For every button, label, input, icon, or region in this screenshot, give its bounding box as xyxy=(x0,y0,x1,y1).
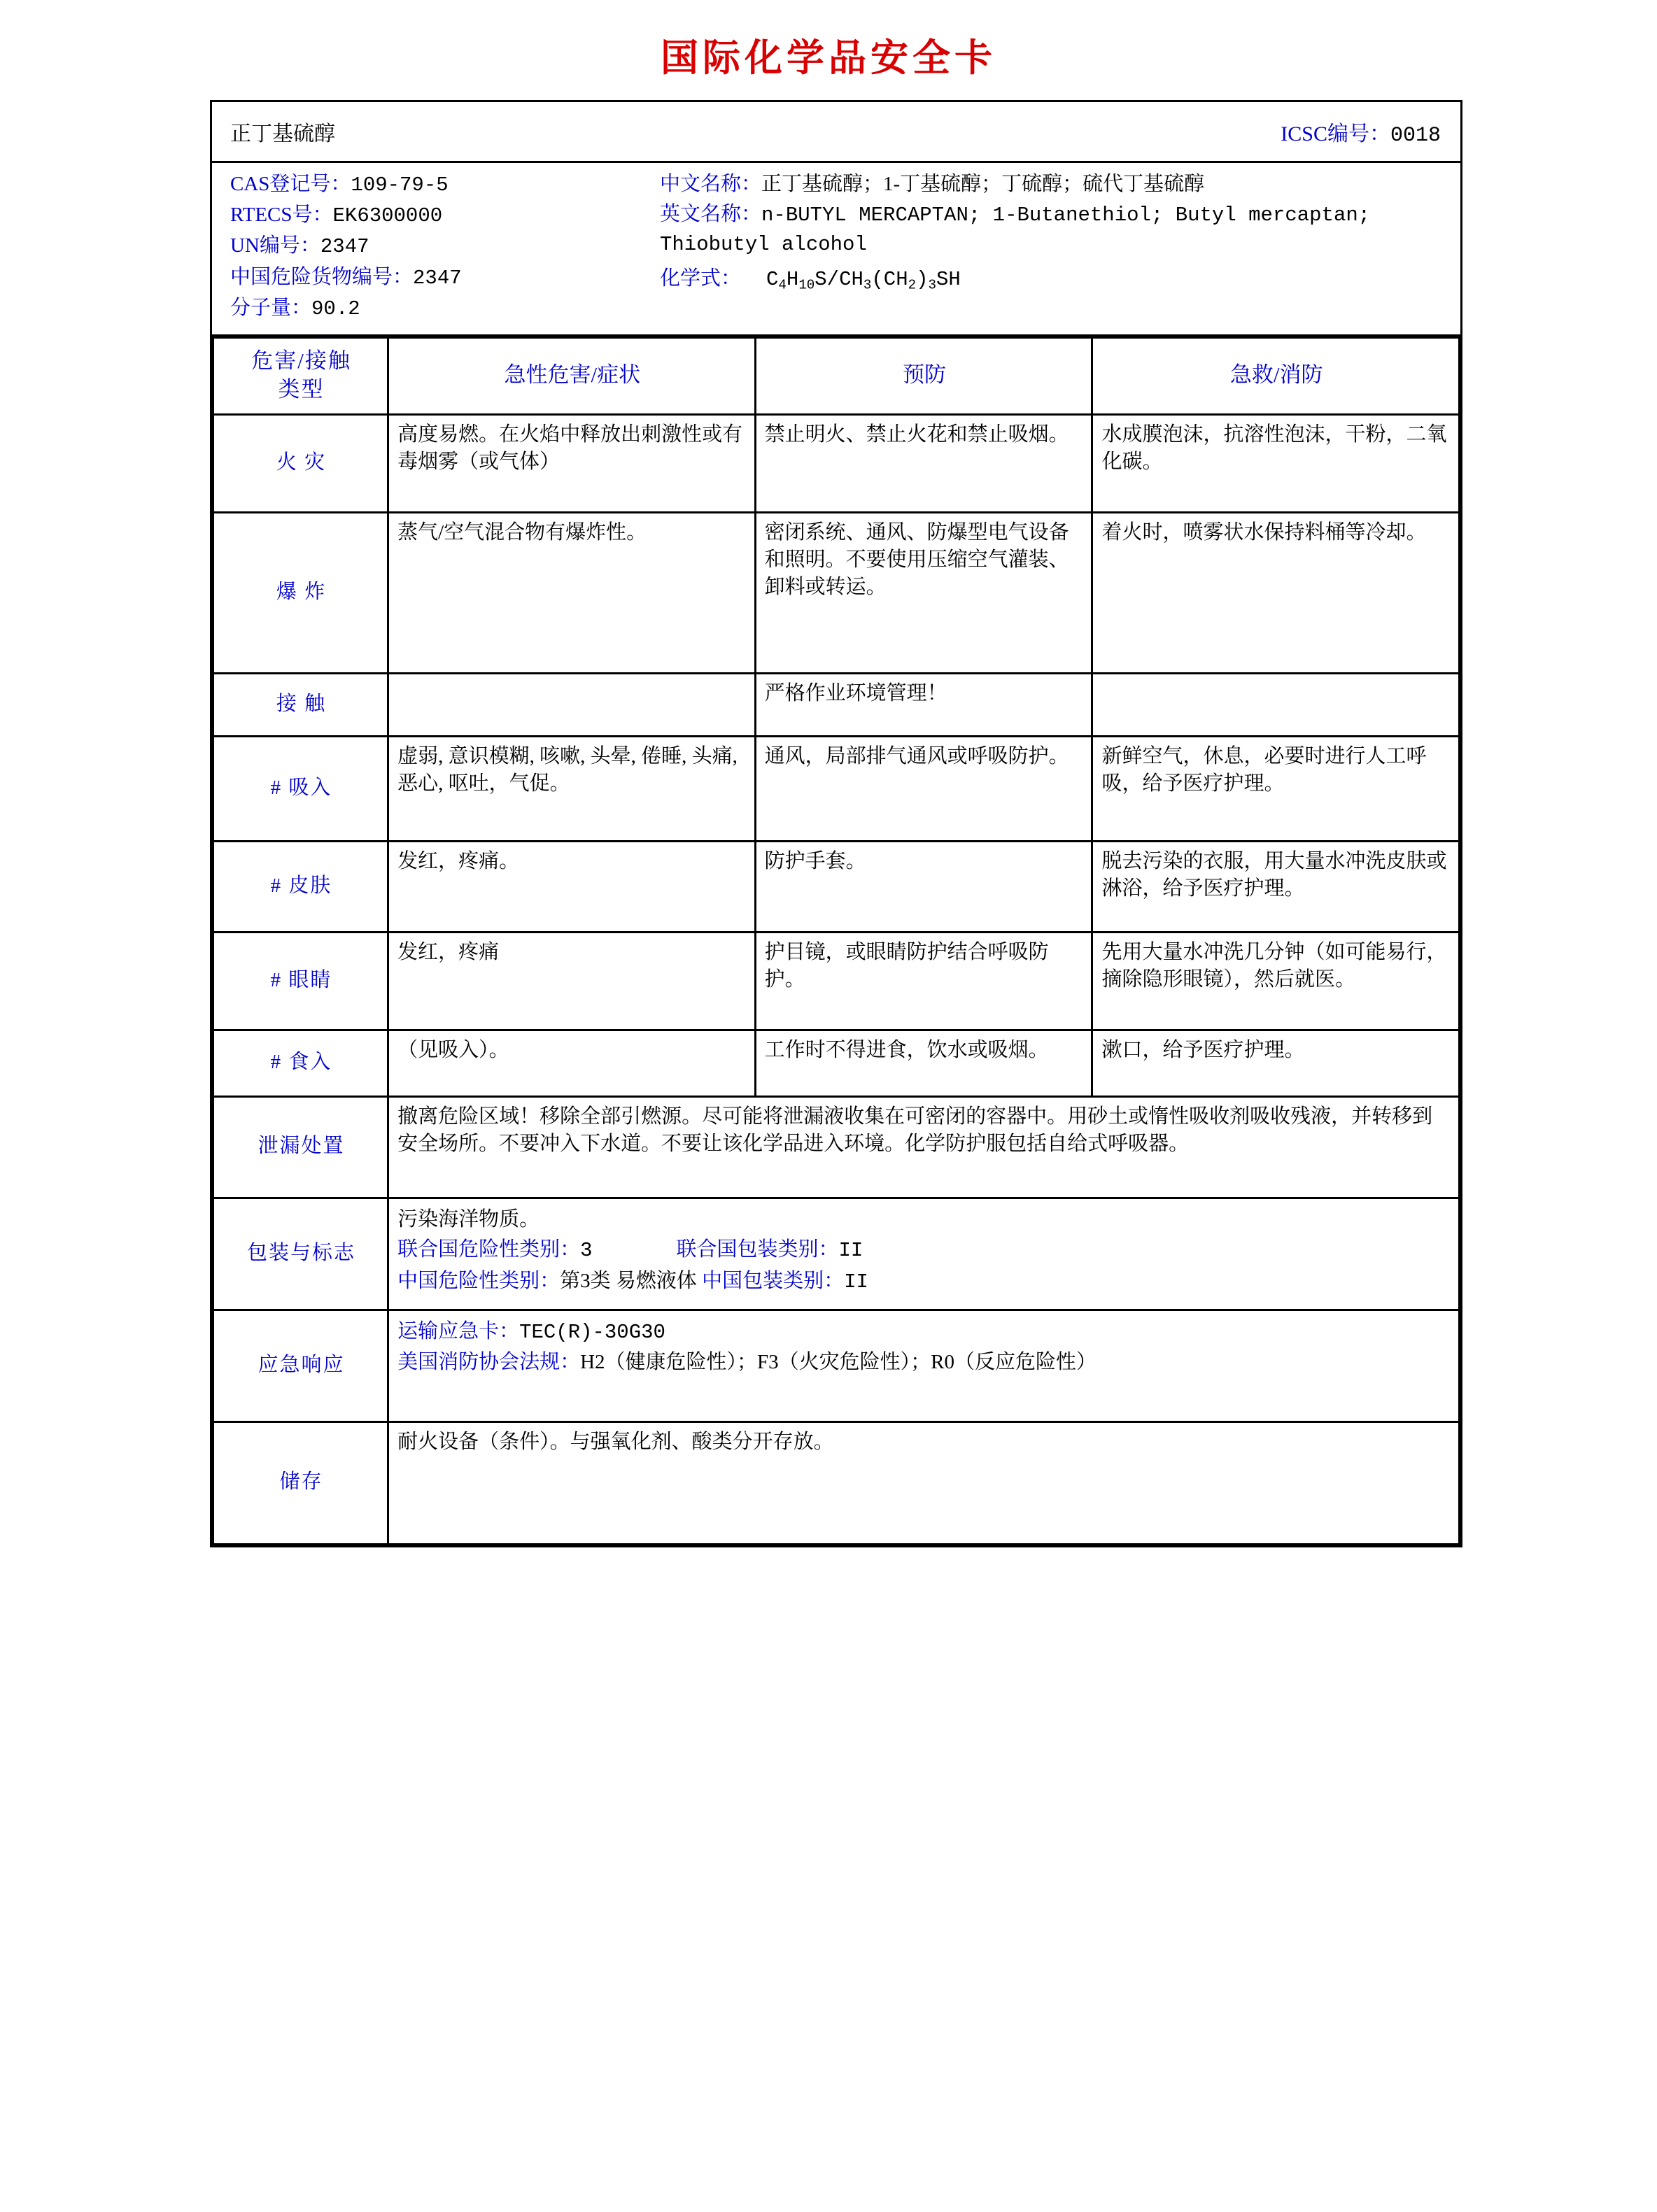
cell-response xyxy=(388,1310,1460,1422)
cn-dangerous-value: 2347 xyxy=(413,266,462,290)
cell-prevention-skin: 防护手套。 xyxy=(755,841,1092,932)
formula-value: $C_4H_{10}S/CH_3(CH_2)_3SH$ xyxy=(766,267,961,292)
english-name-value: n-BUTYL MERCAPTAN; 1-Butanethiol; Butyl mercaptan; Thiobutyl alcohol xyxy=(660,204,1371,257)
cell-acute-eyes: 发红，疼痛 xyxy=(388,932,756,1030)
response-tec-line xyxy=(397,1317,1451,1348)
safety-card xyxy=(210,100,1462,1547)
identification-block xyxy=(212,163,1460,336)
table-row xyxy=(213,1096,1460,1198)
header-type-line2: 类型 xyxy=(278,377,325,402)
packaging-un-line xyxy=(397,1235,1451,1266)
tec-value: TEC(R)-30G30 xyxy=(519,1320,665,1344)
cell-prevention-explosion: 密闭系统、通风、防爆型电气设备和照明。不要使用压缩空气灌装、卸料或转运。 xyxy=(755,512,1092,673)
icsc-value: 0018 xyxy=(1390,123,1441,148)
cell-packaging xyxy=(388,1198,1460,1310)
row-type-packaging: 包装与标志 xyxy=(213,1198,388,1310)
cas-line xyxy=(230,170,660,199)
cell-prevention-ingestion: 工作时不得进食，饮水或吸烟。 xyxy=(755,1030,1092,1096)
un-line xyxy=(230,232,660,261)
cn-pack-label: 中国包装类别： xyxy=(702,1269,845,1292)
cell-prevention-inhalation: 通风，局部排气通风或呼吸防护。 xyxy=(755,736,1092,841)
un-pack-label: 联合国包装类别： xyxy=(676,1238,839,1261)
row-type-storage: 储存 xyxy=(213,1422,388,1544)
row-type-eyes: # 眼睛 xyxy=(213,932,388,1030)
un-pack-value: II xyxy=(838,1239,863,1263)
table-row xyxy=(213,932,1460,1030)
rtecs-label: RTECS号： xyxy=(230,204,333,227)
un-class-label: 联合国危险性类别： xyxy=(397,1238,581,1261)
cas-label: CAS登记号： xyxy=(230,173,351,195)
card-header xyxy=(212,102,1460,163)
identification-left xyxy=(212,170,660,325)
cell-firstaid-eyes: 先用大量水冲洗几分钟（如可能易行，摘除隐形眼镜），然后就医。 xyxy=(1092,932,1460,1030)
row-type-contact: 接 触 xyxy=(213,673,388,736)
cn-pack-value: II xyxy=(844,1270,868,1293)
icsc-number-block xyxy=(1281,116,1460,148)
cell-firstaid-ingestion: 漱口，给予医疗护理。 xyxy=(1092,1030,1460,1096)
cell-firstaid-inhalation: 新鲜空气，休息，必要时进行人工呼吸，给予医疗护理。 xyxy=(1092,736,1460,841)
cell-acute-inhalation: 虚弱, 意识模糊, 咳嗽, 头晕, 倦睡, 头痛, 恶心, 呕吐，气促。 xyxy=(388,736,756,841)
header-type-line1: 危害/接触 xyxy=(251,348,351,373)
packaging-cn-line xyxy=(397,1266,1451,1298)
row-type-skin: # 皮肤 xyxy=(213,841,388,932)
table-row xyxy=(213,1030,1460,1096)
cn-dangerous-line xyxy=(230,263,660,292)
packaging-marine-pollutant: 污染海洋物质。 xyxy=(397,1207,540,1231)
identification-right xyxy=(660,170,1460,325)
header-type xyxy=(213,337,388,414)
cell-firstaid-fire: 水成膜泡沫，抗溶性泡沫，干粉，二氧化碳。 xyxy=(1092,414,1460,512)
chinese-name-label: 中文名称： xyxy=(660,173,762,195)
chinese-name-value: 正丁基硫醇；1-丁基硫醇；丁硫醇；硫代丁基硫醇 xyxy=(761,173,1205,195)
row-type-spill: 泄漏处置 xyxy=(213,1096,388,1198)
table-row xyxy=(213,841,1460,932)
cell-acute-explosion: 蒸气/空气混合物有爆炸性。 xyxy=(388,512,756,673)
table-row xyxy=(213,1310,1460,1422)
formula-line xyxy=(660,264,1446,295)
table-row xyxy=(213,1198,1460,1310)
rtecs-line xyxy=(230,201,660,230)
formula-label: 化学式： xyxy=(660,267,742,290)
cn-class-value: 第3类 易燃液体 xyxy=(560,1269,697,1292)
cn-dangerous-label: 中国危险货物编号： xyxy=(230,265,414,288)
un-value: 2347 xyxy=(320,235,369,259)
table-row xyxy=(213,736,1460,841)
molecular-weight-line xyxy=(230,294,660,323)
nfpa-value: H2（健康危险性）；F3（火灾危险性）；R0（反应危险性） xyxy=(580,1351,1097,1374)
cell-prevention-contact: 严格作业环境管理！ xyxy=(755,673,1092,736)
un-class-value: 3 xyxy=(580,1239,593,1263)
icsc-label: ICSC编号： xyxy=(1281,122,1390,146)
cell-firstaid-skin: 脱去污染的衣服，用大量水冲洗皮肤或淋浴，给予医疗护理。 xyxy=(1092,841,1460,932)
table-header-row xyxy=(213,337,1460,414)
chinese-name-line xyxy=(660,170,1446,199)
row-type-inhalation: # 吸入 xyxy=(213,736,388,841)
un-label: UN编号： xyxy=(230,234,320,257)
cell-spill-text: 撤离危险区域！移除全部引燃源。尽可能将泄漏液收集在可密闭的容器中。用砂土或惰性吸收剂吸收残液，并转移到安全场所。不要冲入下水道。不要让该化学品进入环境。化学防护服包括自给式呼吸器。 xyxy=(388,1096,1460,1198)
cell-acute-contact xyxy=(388,673,756,736)
cell-acute-ingestion: （见吸入）。 xyxy=(388,1030,756,1096)
mw-value: 90.2 xyxy=(311,297,360,320)
english-name-label: 英文名称： xyxy=(660,203,762,226)
page-title: 国际化学品安全卡 xyxy=(661,36,996,80)
tec-label: 运输应急卡： xyxy=(397,1319,520,1342)
cas-value: 109-79-5 xyxy=(351,173,449,197)
cell-firstaid-explosion: 着火时，喷雾状水保持料桶等冷却。 xyxy=(1092,512,1460,673)
cell-prevention-eyes: 护目镜，或眼睛防护结合呼吸防护。 xyxy=(755,932,1092,1030)
table-row xyxy=(213,512,1460,673)
cell-acute-fire: 高度易燃。在火焰中释放出刺激性或有毒烟雾（或气体） xyxy=(388,414,756,512)
table-row xyxy=(213,673,1460,736)
substance-name: 正丁基硫醇 xyxy=(230,122,335,146)
hazard-table xyxy=(212,336,1460,1545)
row-type-ingestion: # 食入 xyxy=(213,1030,388,1096)
response-nfpa-line xyxy=(397,1347,1451,1378)
cell-firstaid-contact xyxy=(1092,673,1460,736)
cell-acute-skin: 发红，疼痛。 xyxy=(388,841,756,932)
cell-storage-text: 耐火设备（条件）。与强氧化剂、酸类分开存放。 xyxy=(388,1422,1460,1544)
row-type-explosion: 爆 炸 xyxy=(213,512,388,673)
table-row xyxy=(213,414,1460,512)
mw-label: 分子量： xyxy=(230,296,312,319)
english-name-line xyxy=(660,200,1446,259)
table-row xyxy=(213,1422,1460,1544)
row-type-fire: 火 灾 xyxy=(213,414,388,512)
cell-prevention-fire: 禁止明火、禁止火花和禁止吸烟。 xyxy=(755,414,1092,512)
header-prevention: 预防 xyxy=(755,337,1092,414)
header-firstaid: 急救/消防 xyxy=(1092,337,1460,414)
row-type-response: 应急响应 xyxy=(213,1310,388,1422)
nfpa-label: 美国消防协会法规： xyxy=(397,1351,581,1374)
header-acute: 急性危害/症状 xyxy=(388,337,756,414)
cn-class-label: 中国危险性类别： xyxy=(397,1269,560,1292)
rtecs-value: EK6300000 xyxy=(332,204,443,228)
